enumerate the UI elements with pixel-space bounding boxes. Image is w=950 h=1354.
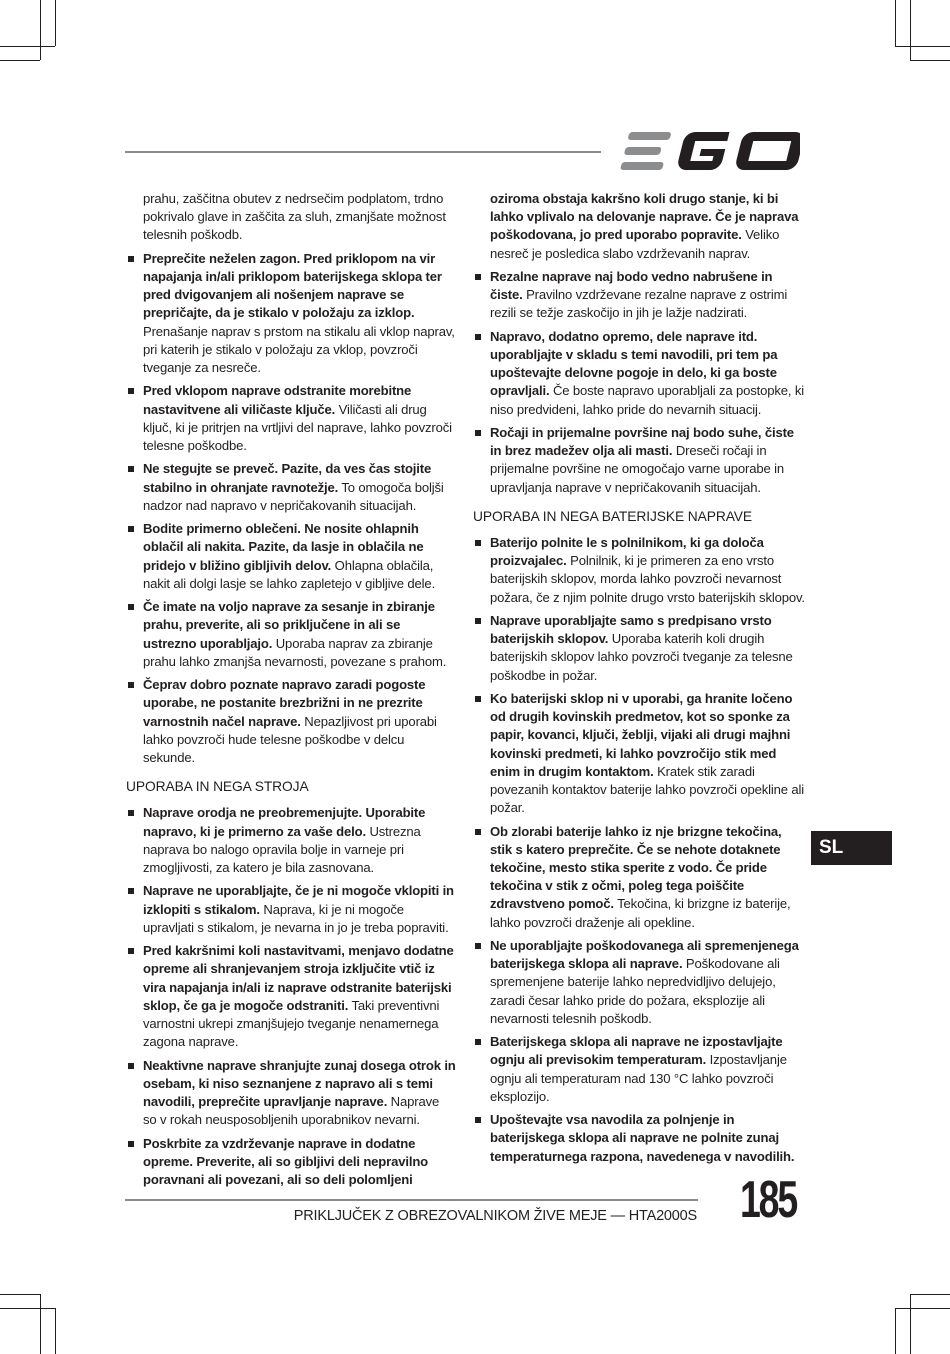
- crop-mark: [0, 60, 40, 61]
- crop-mark: [40, 0, 41, 60]
- crop-mark: [895, 1308, 950, 1309]
- crop-mark: [910, 60, 950, 61]
- crop-mark: [55, 0, 56, 46]
- right-column: [473, 190, 805, 1171]
- ego-logo: [618, 130, 800, 172]
- continued-text: prahu, zaščitna obutev z nedrsečim podplatom, trdno pokrivalo glave in zaščita za sluh, zmanjšate možnost telesnih poškodb.: [143, 191, 446, 243]
- list-item: Upoštevajte vsa navodila za polnjenje in baterijskega sklopa ali naprave ne polnite zunaj temperaturnega razpona, navedenega v navodilih.: [473, 1111, 805, 1166]
- section-heading: UPORABA IN NEGA STROJA: [126, 779, 309, 795]
- list-item: Naprave ne uporabljajte, če je ni mogoče vklopiti in izklopiti s stikalom. Naprava, ki je ni mogoče upravljati s stikalom, je nevarna in jo je treba popraviti.: [126, 882, 456, 937]
- language-tab: SL: [811, 831, 892, 865]
- crop-mark: [910, 0, 911, 60]
- page-number: 185: [740, 1171, 796, 1229]
- crop-mark: [0, 1308, 55, 1309]
- crop-mark: [895, 0, 896, 46]
- section-heading: UPORABA IN NEGA BATERIJSKE NAPRAVE: [473, 508, 753, 524]
- list-item: Če imate na voljo naprave za sesanje in zbiranje prahu, preverite, ali so priključene in ali se ustrezno uporabljajo. Uporaba naprav za zbiranje prahu lahko zmanjša nevarnosti, povezane s prahom.: [126, 598, 456, 671]
- list-item: Napravo, dodatno opremo, dele naprave itd. uporabljajte v skladu s temi navodili, pri tem pa upoštevajte delovne pogoje in delo, ki ga boste opravljali. Če boste napravo uporabljali za postopke, ki niso predvideni, lahko pride do nevarnih situacij.: [473, 328, 805, 419]
- list-item: Ko baterijski sklop ni v uporabi, ga hranite ločeno od drugih kovinskih predmetov, kot so sponke za papir, kovanci, ključi, žeblji, vijaki ali drugi majhni kovinski predmeti, ki lahko povzročijo stik med enim in drugim kontaktom. Kratek stik zaradi povezanih kontaktov baterije lahko povzroči opekline ali požar.: [473, 690, 805, 817]
- list-item: Preprečite neželen zagon. Pred priklopom na vir napajanja in/ali priklopom baterijskega sklopa ter pred dvigovanjem ali nošenjem naprave se prepričajte, da je stikalo v položaju za izklop. Prenašanje naprav s prstom na stikalu ali vklop naprav, pri katerih je stikalo v položaju za vklop, povzroči tveganje za nesreče.: [126, 250, 456, 377]
- list-item: Baterijo polnite le s polnilnikom, ki ga določa proizvajalec. Polnilnik, ki je primeren za eno vrsto baterijskih sklopov, morda lahko povzroči nevarnost požara, če z njim polnite drugo vrsto baterijskih sklopov.: [473, 534, 805, 607]
- list-item: Čeprav dobro poznate napravo zaradi pogoste uporabe, ne postanite brezbrižni in ne prezrite varnostnih načel naprave. Nepazljivost pri uporabi lahko povzroči hude telesne poškodbe v delcu sekunde.: [126, 676, 456, 767]
- crop-mark: [0, 1294, 40, 1295]
- crop-mark: [910, 1294, 950, 1295]
- list-item: Rezalne naprave naj bodo vedno nabrušene in čiste. Pravilno vzdrževane rezalne naprave z ostrimi rezili se težje zaskočijo in jih je lažje nadzirati.: [473, 268, 805, 323]
- crop-mark: [895, 46, 950, 47]
- footer-title: PRIKLJUČEK Z OBREZOVALNIKOM ŽIVE MEJE — HTA2000S: [293, 1208, 697, 1224]
- list-item: Pred vklopom naprave odstranite morebitne nastavitvene ali viličaste ključe. Viličasti ali drug ključ, ki je pritrjen na vrtljivi del naprave, lahko povzroči telesne poškodbe.: [126, 382, 456, 455]
- crop-mark: [895, 1308, 896, 1354]
- list-item: Ne uporabljajte poškodovanega ali spremenjenega baterijskega sklopa ali naprave. Poškodovane ali spremenjene baterije lahko nepredvidljivo delujejo, zaradi česar lahko pride do požara, eksplozije ali nevarnosti telesnih poškodb.: [473, 937, 805, 1028]
- continued-text: oziroma obstaja kakršno koli drugo stanje, ki bi lahko vplivalo na delovanje naprave. Če je naprava poškodovana, jo pred uporabo popravite. Veliko nesreč je posledica slabo vzdrževanih naprav.: [490, 191, 799, 261]
- list-item: Ob zlorabi baterije lahko iz nje brizgne tekočina, stik s katero preprečite. Če se nehote dotaknete tekočine, mesto stika sperite z vodo. Če pride tekočina v stik z očmi, poleg tega poiščite zdravstveno pomoč. Tekočina, ki brizgne iz baterije, lahko povzroči draženje ali opekline.: [473, 823, 805, 932]
- list-item: Neaktivne naprave shranjujte zunaj dosega otrok in osebam, ki niso seznanjene z napravo ali s temi navodili, preprečite upravljanje naprave. Naprave so v rokah neusposobljenih uporabnikov nevarni.: [126, 1057, 456, 1130]
- left-column: [126, 190, 456, 1194]
- crop-mark: [55, 1308, 56, 1354]
- list-item: Bodite primerno oblečeni. Ne nosite ohlapnih oblačil ali nakita. Pazite, da lasje in oblačila ne pridejo v bližino gibljivih delov. Ohlapna oblačila, nakit ali dolgi lasje se lahko zapletejo v gibljive dele.: [126, 520, 456, 593]
- list-item: Ne stegujte se preveč. Pazite, da ves čas stojite stabilno in ohranjate ravnotežje. To omogoča boljši nadzor nad napravo v nepričakovanih situacijah.: [126, 460, 456, 515]
- list-item: Baterijskega sklopa ali naprave ne izpostavljajte ognju ali previsokim temperaturam. Izpostavljanje ognju ali temperaturam nad 130 °C lahko povzroči eksplozijo.: [473, 1033, 805, 1106]
- crop-mark: [0, 46, 55, 47]
- crop-mark: [910, 1294, 911, 1354]
- list-item: Pred kakršnimi koli nastavitvami, menjavo dodatne opreme ali shranjevanjem stroja izključite vtič iz vira napajanja in/ali iz naprave odstranite baterijski sklop, če ga je mogoče odstraniti. Taki preventivni varnostni ukrepi zmanjšujejo tveganje nenamernega zagona naprave.: [126, 942, 456, 1051]
- list-item: Naprave orodja ne preobremenjujte. Uporabite napravo, ki je primerno za vaše delo. Ustrezna naprava bo nalogo opravila bolje in varneje pri zmogljivosti, za katero je bila zasnovana.: [126, 804, 456, 877]
- crop-mark: [40, 1294, 41, 1354]
- list-item: Ročaji in prijemalne površine naj bodo suhe, čiste in brez madežev olja ali masti. Dreseči ročaji in prijemalne površine ne omogočajo varne uporabe in upravljanja naprave v nepričakovanih situacijah.: [473, 424, 805, 497]
- footer-rule: [125, 1199, 698, 1201]
- list-item: Naprave uporabljajte samo s predpisano vrsto baterijskih sklopov. Uporaba katerih koli drugih baterijskih sklopov lahko povzroči tveganje za telesne poškodbe in požar.: [473, 612, 805, 685]
- header-rule: [125, 151, 601, 153]
- list-item: Poskrbite za vzdrževanje naprave in dodatne opreme. Preverite, ali so gibljivi deli nepravilno poravnani ali povezani, ali so deli polomljeni: [126, 1135, 456, 1190]
